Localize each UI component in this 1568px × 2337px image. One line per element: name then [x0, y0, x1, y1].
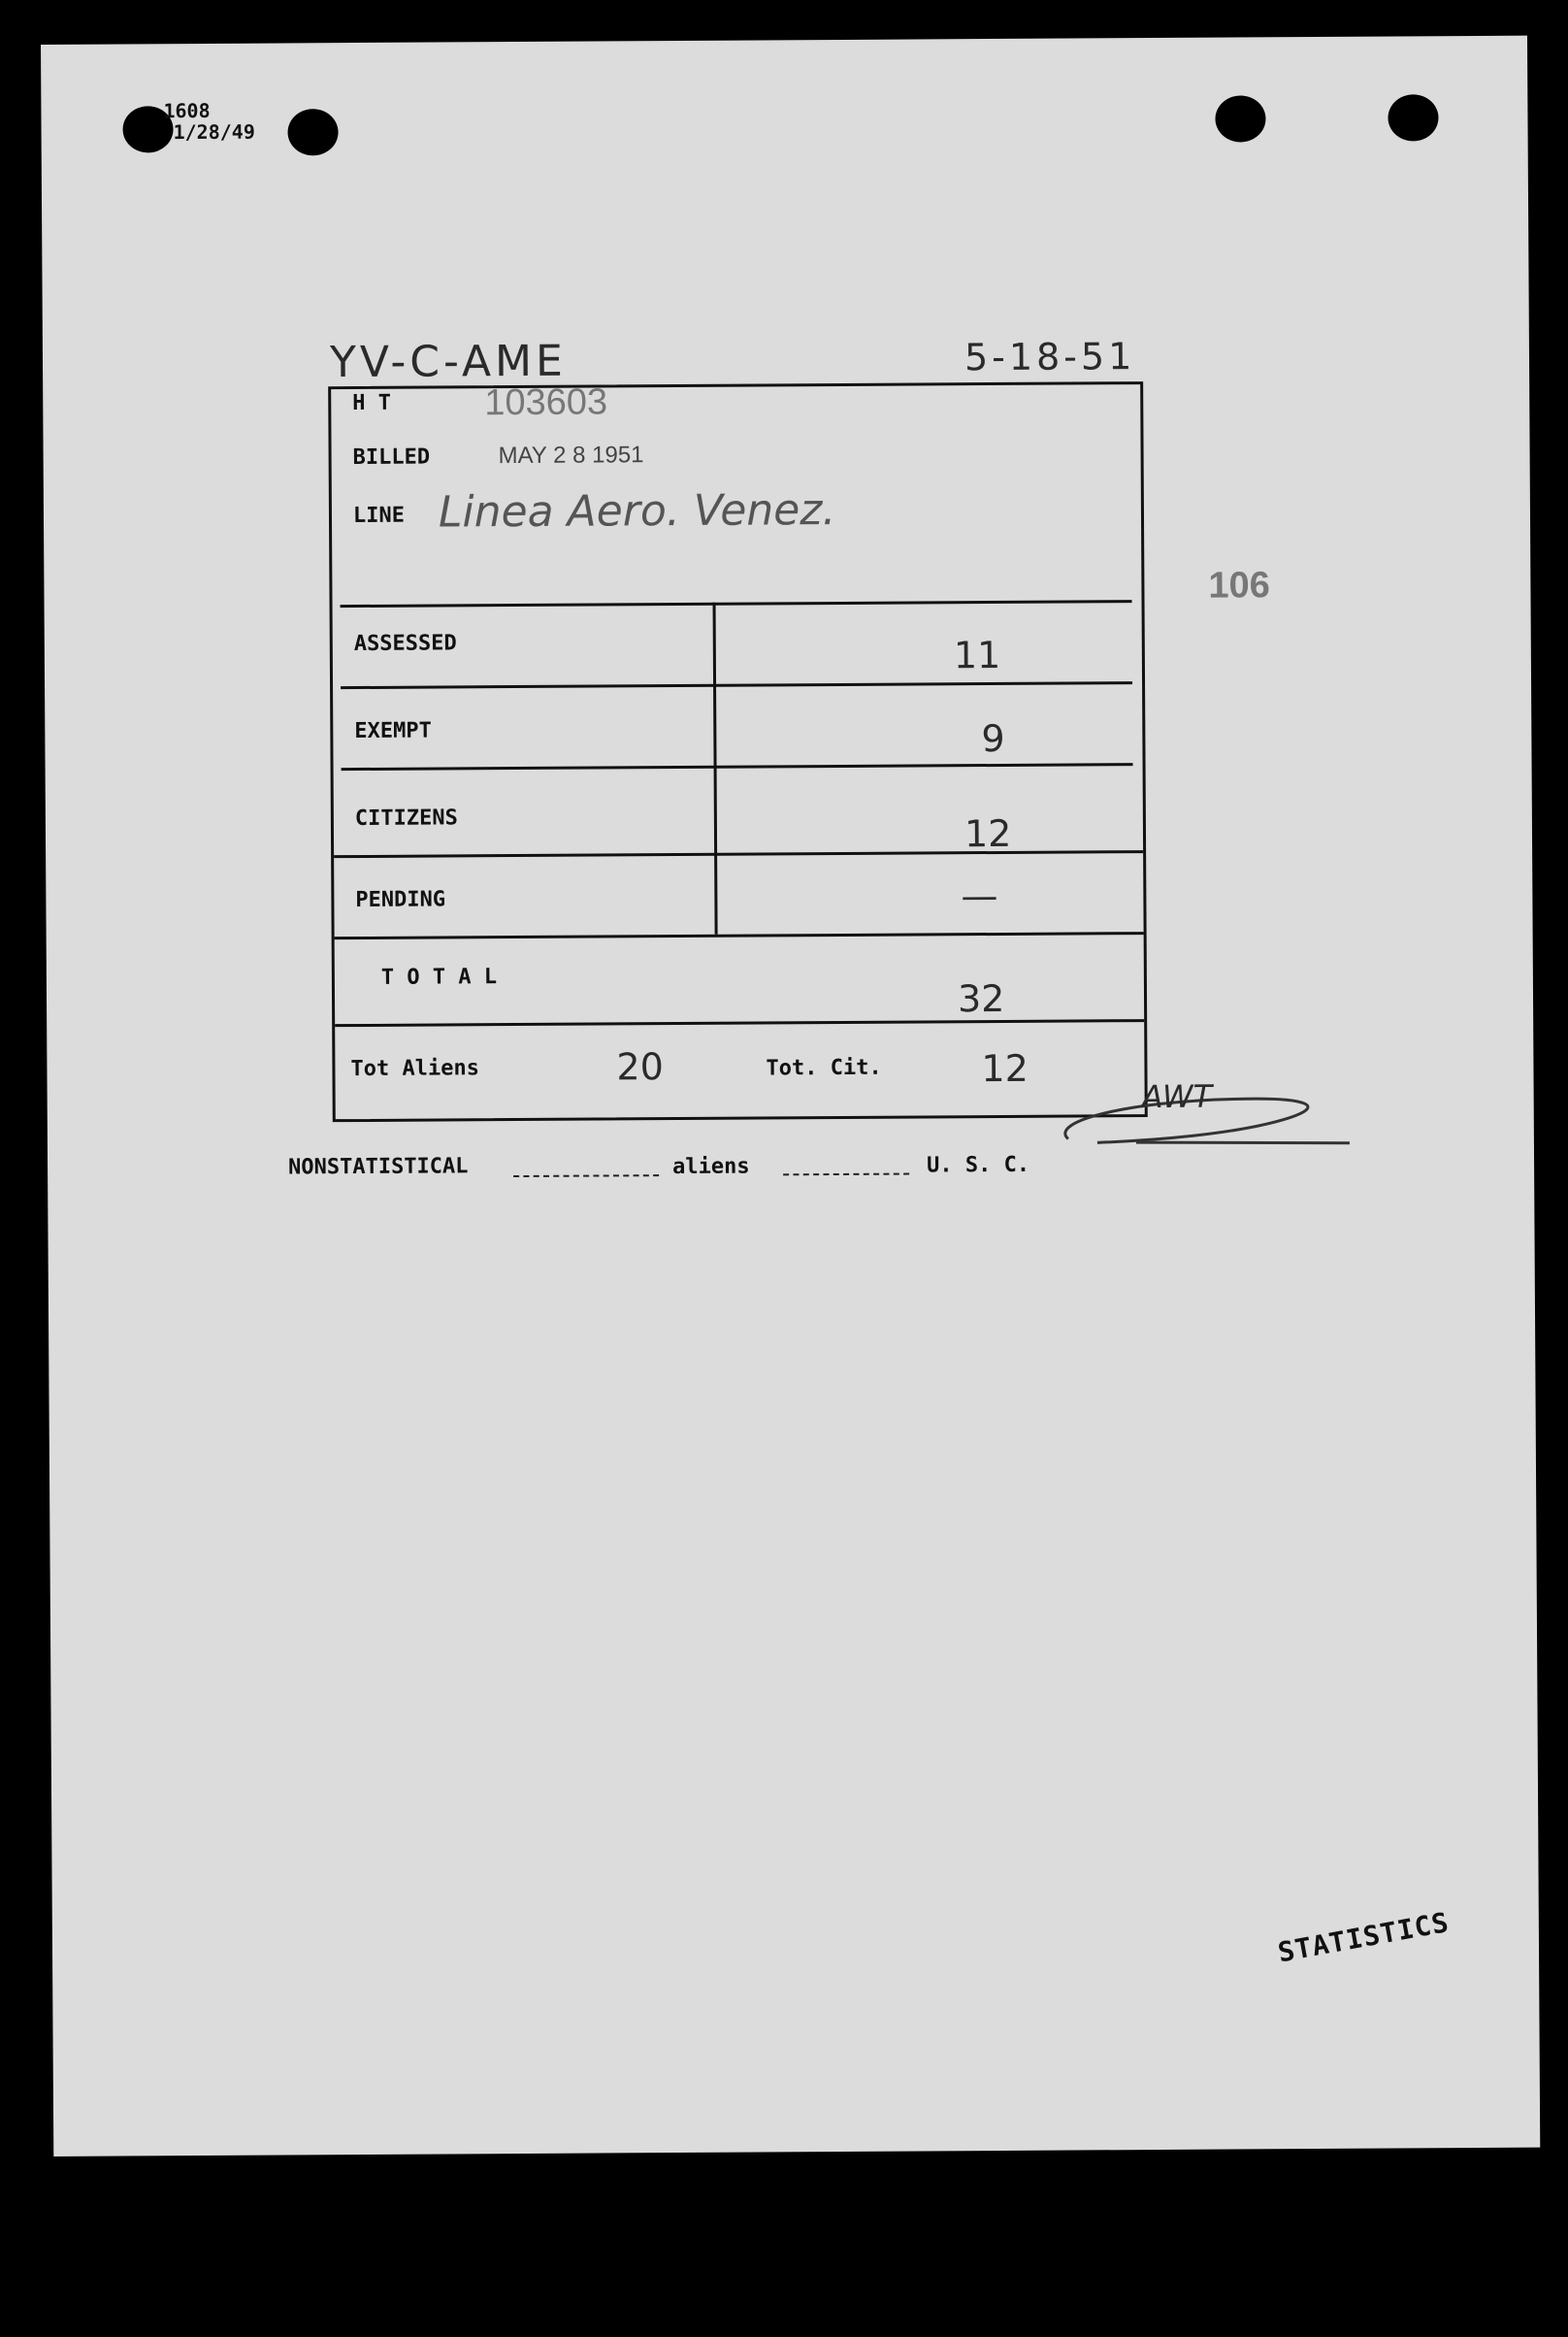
pending-value: — — [961, 873, 998, 918]
ht-value: 103603 — [484, 381, 608, 424]
tot-aliens-label: Tot Aliens — [350, 1056, 479, 1082]
assessed-label: ASSESSED — [353, 631, 457, 657]
punch-hole-left-2 — [287, 109, 338, 155]
side-number: 106 — [1208, 565, 1270, 607]
tot-cit-value: 12 — [981, 1046, 1029, 1091]
statistics-stamp: STATISTICS — [1275, 1905, 1453, 1969]
punch-hole-right-2 — [1388, 94, 1438, 141]
divider — [341, 681, 1132, 689]
nonstatistical-blank — [513, 1174, 659, 1177]
handwritten-code: YV-C-AME — [329, 336, 567, 388]
total-value: 32 — [957, 976, 1005, 1021]
total-label: T O T A L — [380, 965, 498, 990]
billed-label: BILLED — [352, 444, 431, 471]
pending-label: PENDING — [355, 887, 446, 913]
corner-note — [163, 100, 255, 144]
divider — [335, 1019, 1144, 1027]
billed-value: MAY 2 8 1951 — [498, 442, 644, 470]
line-label: LINE — [352, 503, 406, 529]
aliens-blank — [783, 1173, 909, 1176]
assessed-value: 11 — [953, 633, 1001, 677]
exempt-value: 9 — [981, 716, 1005, 761]
aliens-label: aliens — [672, 1154, 750, 1180]
tot-cit-label: Tot. Cit. — [766, 1055, 882, 1081]
punch-hole-right — [1215, 95, 1265, 142]
corner-date: 1/28/49 — [173, 119, 255, 145]
citizens-value: 12 — [964, 811, 1012, 856]
handwritten-date: 5-18-51 — [964, 335, 1136, 379]
document-page — [41, 36, 1540, 2156]
divider — [334, 850, 1143, 858]
exempt-label: EXEMPT — [354, 718, 432, 744]
nonstatistical-label: NONSTATISTICAL — [287, 1154, 469, 1180]
initials: AWT — [1141, 1077, 1213, 1116]
citizens-label: CITIZENS — [354, 806, 458, 832]
ht-label: H T — [352, 390, 392, 416]
usc-label: U. S. C. — [926, 1152, 1030, 1178]
line-value: Linea Aero. Venez. — [438, 485, 836, 538]
form-box — [328, 381, 1148, 1122]
divider — [341, 600, 1132, 608]
divider — [335, 932, 1144, 939]
divider — [342, 763, 1133, 771]
tot-aliens-value: 20 — [616, 1045, 664, 1089]
corner-number: 1608 — [163, 98, 211, 123]
